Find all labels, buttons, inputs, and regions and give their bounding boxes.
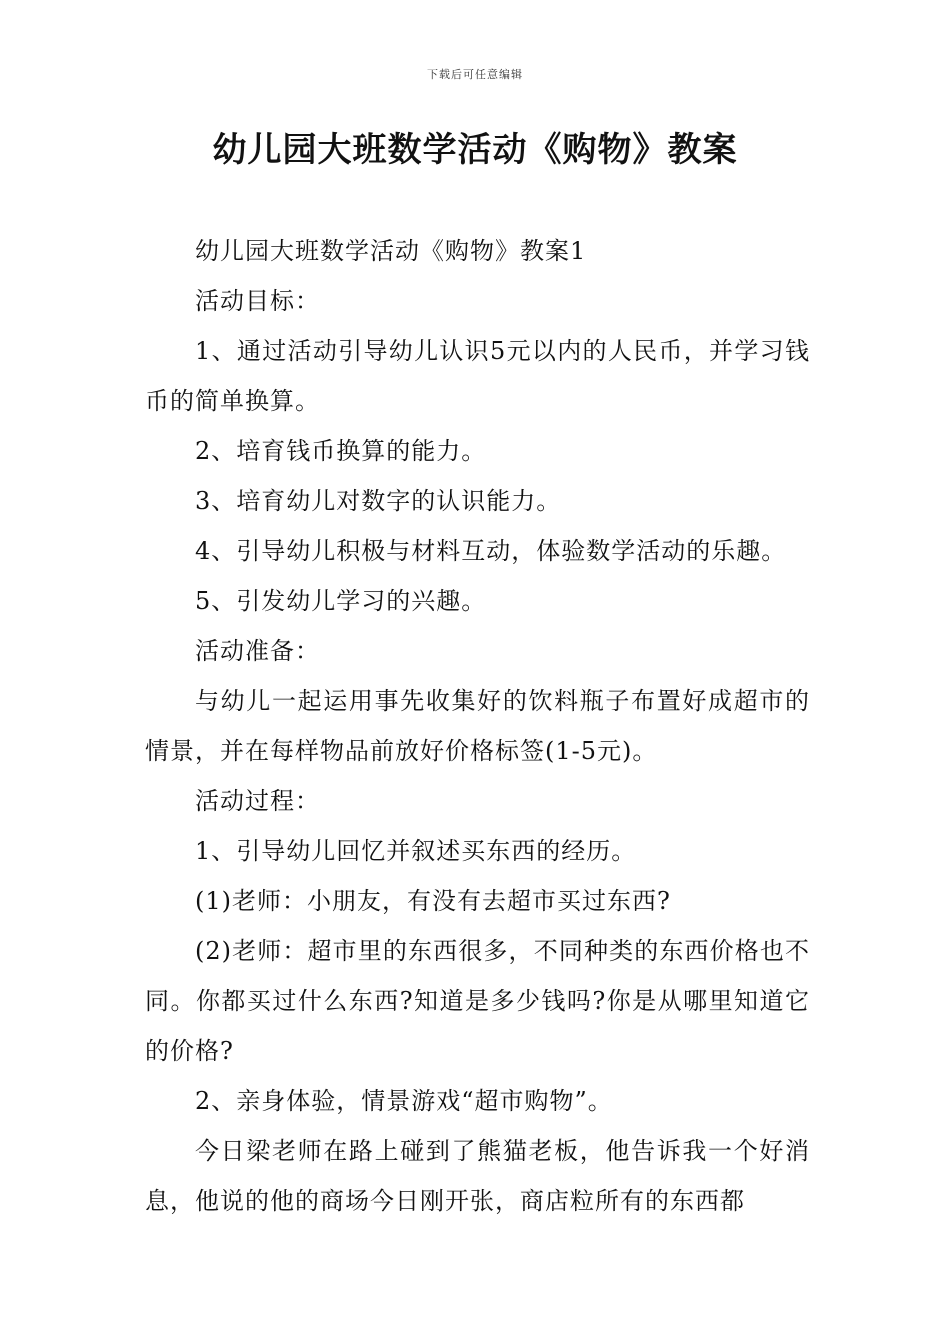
paragraph-story: 今日梁老师在路上碰到了熊猫老板，他告诉我一个好消息，他说的他的商场今日刚开张，商店粒所有的东西都 (145, 1137, 810, 1215)
paragraph-goal-2: 2、培育钱币换算的能力。 (195, 437, 487, 465)
paragraph-goal-1: 1、通过活动引导幼儿认识5元以内的人民币，并学习钱币的简单换算。 (145, 337, 810, 415)
paragraph-step-1-q1: (1)老师：小朋友，有没有去超市买过东西? (195, 887, 671, 915)
paragraph-goal-5: 5、引发幼儿学习的兴趣。 (195, 587, 487, 615)
paragraph-step-1: 1、引导幼儿回忆并叙述买东西的经历。 (195, 837, 637, 865)
paragraph-step-2: 2、亲身体验，情景游戏“超市购物”。 (195, 1087, 613, 1115)
paragraph-preparation-heading: 活动准备： (195, 637, 320, 665)
paragraph-process-heading: 活动过程： (195, 787, 320, 815)
document-title: 幼儿园大班数学活动《购物》教案 (212, 130, 738, 170)
paragraph-preparation: 与幼儿一起运用事先收集好的饮料瓶子布置好成超市的情景，并在每样物品前放好价格标签(1-5元)。 (145, 687, 810, 765)
document-body (145, 226, 810, 1226)
paragraph-goals-heading: 活动目标： (195, 287, 320, 315)
header-note: 下载后可任意编辑 (427, 68, 523, 81)
paragraph-step-1-q2: (2)老师：超市里的东西很多，不同种类的东西价格也不同。你都买过什么东西?知道是多少钱吗?你是从哪里知道它的价格? (145, 937, 810, 1065)
paragraph-goal-4: 4、引导幼儿积极与材料互动，体验数学活动的乐趣。 (195, 537, 787, 565)
paragraph-goal-3: 3、培育幼儿对数字的认识能力。 (195, 487, 562, 515)
paragraph-subtitle: 幼儿园大班数学活动《购物》教案1 (195, 237, 587, 265)
